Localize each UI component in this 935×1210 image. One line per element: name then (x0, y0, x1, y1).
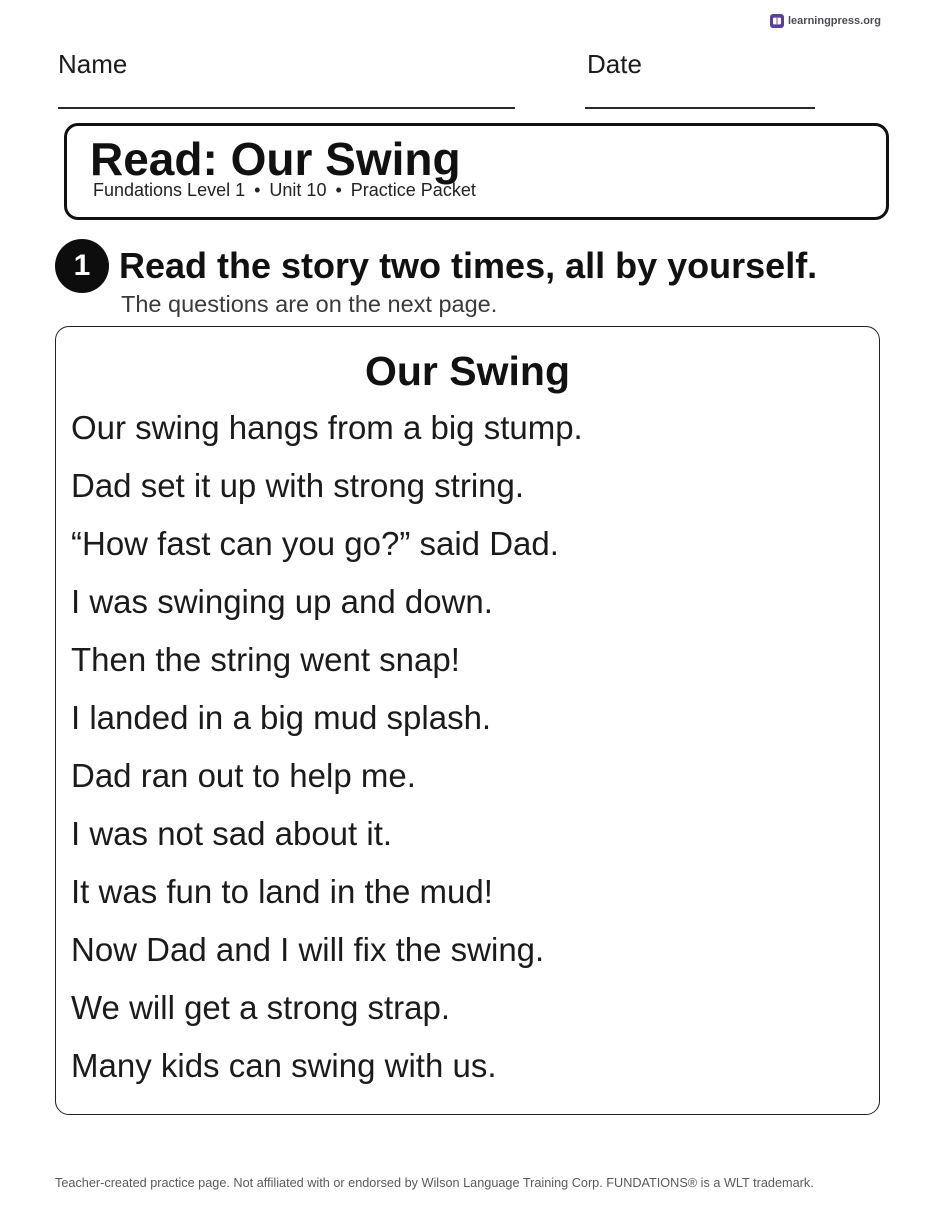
logo-text: learningpress.org (788, 15, 881, 27)
story-box (55, 326, 880, 1115)
story-line: Now Dad and I will fix the swing. (71, 931, 545, 968)
story-line: Our swing hangs from a big stump. (71, 409, 583, 446)
story-line: I landed in a big mud splash. (71, 699, 492, 736)
story-line: I was not sad about it. (71, 815, 393, 852)
date-label: Date (587, 49, 642, 79)
subtitle-packet: Practice Packet (350, 180, 476, 200)
story-line: Then the string went snap! (71, 641, 460, 678)
story-line: We will get a strong strap. (71, 989, 451, 1026)
step-note: The questions are on the next page. (121, 291, 498, 317)
story-title: Our Swing (365, 348, 570, 394)
story-line: “How fast can you go?” said Dad. (71, 525, 559, 562)
name-write-line (58, 107, 515, 109)
story-lines (71, 399, 583, 1095)
name-label: Name (58, 49, 128, 79)
story-line: Dad ran out to help me. (71, 757, 416, 794)
subtitle-separator: • (254, 180, 261, 200)
story-line: Dad set it up with strong string. (71, 467, 525, 504)
subtitle-program: Fundations Level 1 (93, 180, 246, 200)
story-line: It was fun to land in the mud! (71, 873, 493, 910)
footer-disclaimer: Teacher-created practice page. Not affiliated with or endorsed by Wilson Language Training Corp. FUNDATIONS® is a WLT trademark. (55, 1176, 814, 1190)
worksheet-subtitle (93, 179, 476, 201)
date-write-line (585, 107, 815, 109)
story-line: I was swinging up and down. (71, 583, 493, 620)
step-instruction: Read the story two times, all by yourself. (119, 245, 818, 286)
worksheet-title: Read: Our Swing (90, 133, 461, 185)
brand-logo-link[interactable] (770, 13, 881, 29)
story-line: Many kids can swing with us. (71, 1047, 497, 1084)
subtitle-separator: • (335, 180, 342, 200)
book-icon (770, 14, 784, 28)
subtitle-unit: Unit 10 (269, 180, 327, 200)
title-box (64, 123, 889, 220)
step-number-badge: 1 (55, 239, 109, 293)
